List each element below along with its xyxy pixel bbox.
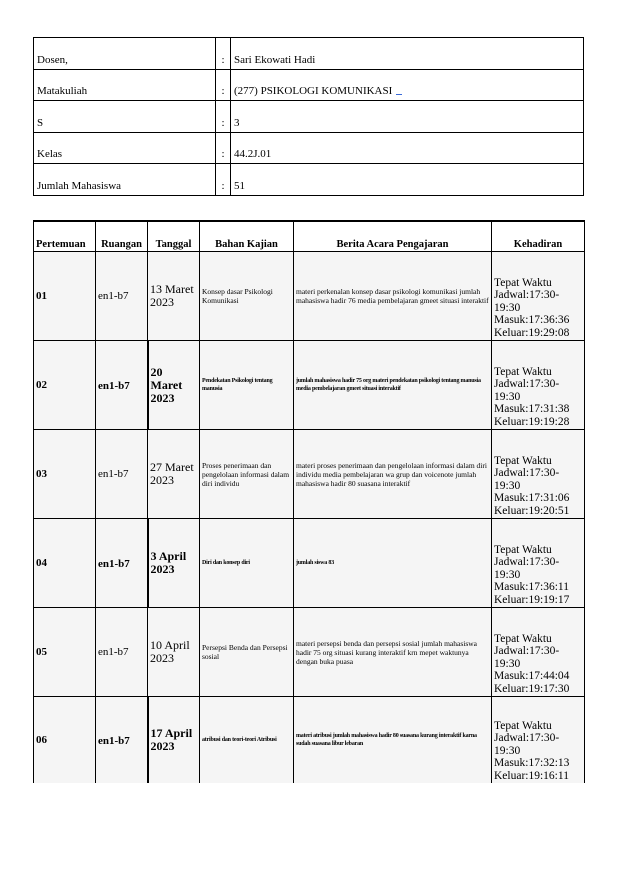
header-berita-acara: Berita Acara Pengajaran [294,221,492,252]
material-cell [200,341,294,430]
header-bahan-kajian: Bahan Kajian [200,221,294,252]
table-header-row [34,221,585,252]
info-row-sks [34,101,584,133]
attendance [492,697,585,784]
attendance [492,341,585,430]
attendance-status: Tepat Waktu [494,276,552,289]
room: en1-b7 [98,735,130,747]
teaching-report: materi persepsi benda dan persepsi sosial jumlah mahasiswa hadir 75 org situasi kurang interaktif krn mepet waktunya dengan buka puasa [294,608,492,697]
meeting-number: 06 [34,697,96,784]
teaching-report: jumlah siswa 83 [296,560,335,566]
room: en1-b7 [98,380,130,392]
table-row [34,519,585,608]
info-value: 51 [231,164,584,196]
info-value: Sari Ekowati Hadi [231,38,584,70]
room-cell [96,519,148,608]
room: en1-b7 [96,252,148,341]
material: atribusi dan teori-teori Atribusi [202,737,277,743]
material: Pendekatan Psikologi tentang manusia [202,378,273,392]
info-label: Matakuliah [34,69,216,101]
date-cell [148,252,200,341]
room: en1-b7 [98,558,130,570]
date-cell [148,608,200,697]
attendance [492,608,585,697]
room-cell [96,341,148,430]
header-ruangan: Ruangan [96,221,148,252]
room: en1-b7 [96,430,148,519]
meeting-number: 03 [34,430,96,519]
material: Konsep dasar Psikologi Komunikasi [200,252,294,341]
attendance-status: Tepat Waktu [494,454,552,467]
attendance-schedule-table [33,220,585,783]
room-cell [96,697,148,784]
attendance-schedule: Jadwal:17:30-19:30 [494,378,560,403]
meeting-number: 02 [34,341,96,430]
info-value-cell [231,69,584,101]
info-value: 44.2J.01 [231,132,584,164]
date: 17 April 2023 [150,726,193,753]
attendance [492,519,585,608]
attendance-in: Masuk:17:31:38 [494,403,570,415]
info-label: S [34,101,216,133]
attendance-out: Keluar:19:19:28 [494,415,570,428]
date-cell [148,519,200,608]
info-label: Dosen, [34,38,216,70]
date: 27 Maret 2023 [150,460,194,487]
teaching-report-cell [294,697,492,784]
attendance-schedule: Jadwal:17:30-19:30 [494,289,560,314]
room: en1-b7 [96,608,148,697]
date: 20 Maret 2023 [150,364,183,405]
info-label: Jumlah Mahasiswa [34,164,216,196]
header-tanggal: Tanggal [148,221,200,252]
table-row [34,430,585,519]
info-label: Kelas [34,132,216,164]
teaching-report-cell [294,341,492,430]
attendance-out: Keluar:19:19:17 [494,593,570,606]
info-row-matakuliah [34,69,584,101]
teaching-report: materi perkenalan konsep dasar psikologi komunikasi jumlah mahasiswa hadir 76 media pembelajaran gmeet situasi interaktif [294,252,492,341]
attendance-out: Keluar:19:16:11 [494,769,569,782]
attendance-schedule: Jadwal:17:30-19:30 [494,556,560,581]
table-row [34,697,585,784]
material: Persepsi Benda dan Persepsi sosial [200,608,294,697]
attendance-status: Tepat Waktu [494,543,552,556]
table-row [34,608,585,697]
attendance-status: Tepat Waktu [494,719,552,732]
attendance [492,430,585,519]
attendance-schedule: Jadwal:17:30-19:30 [494,732,560,757]
attendance-out: Keluar:19:29:08 [494,326,570,339]
attendance-in: Masuk:17:32:13 [494,757,570,769]
teaching-report: jumlah mahasiswa hadir 75 org materi pendekatan psikologi tentang manusia media pembelajaran gmeet situasi interaktif [296,378,481,392]
teaching-report-cell [294,519,492,608]
date: 10 April 2023 [150,638,190,665]
info-separator: : [216,101,231,133]
info-separator: : [216,132,231,164]
date: 3 April 2023 [150,549,187,576]
date: 13 Maret 2023 [150,282,194,309]
attendance-in: Masuk:17:36:36 [494,314,570,326]
date-cell [148,341,200,430]
meeting-number: 01 [34,252,96,341]
attendance-in: Masuk:17:36:11 [494,581,569,593]
attendance-schedule: Jadwal:17:30-19:30 [494,645,560,670]
material: Proses penerimaan dan pengelolaan informasi dalam diri individu [200,430,294,519]
header-pertemuan: Pertemuan [34,221,96,252]
attendance-out: Keluar:19:20:51 [494,504,570,517]
attendance-schedule: Jadwal:17:30-19:30 [494,467,560,492]
info-row-jumlah-mahasiswa [34,164,584,196]
info-separator: : [216,69,231,101]
meeting-number: 04 [34,519,96,608]
info-row-dosen [34,38,584,70]
table-row [34,252,585,341]
date-cell [148,430,200,519]
attendance-out: Keluar:19:17:30 [494,682,570,695]
date-cell [148,697,200,784]
link-marker[interactable] [396,94,402,95]
info-value: (277) PSIKOLOGI KOMUNIKASI [234,85,393,97]
header-kehadiran: Kehadiran [492,221,585,252]
material: Diri dan konsep diri [202,560,250,566]
attendance-in: Masuk:17:31:06 [494,492,570,504]
attendance-status: Tepat Waktu [494,365,552,378]
info-separator: : [216,164,231,196]
teaching-report: materi proses penerimaan dan pengelolaan informasi dalam diri individu media pembelajaran wa grup dan voicenote jumlah mahasiswa hadir 80 suasana interaktif [294,430,492,519]
info-row-kelas [34,132,584,164]
material-cell [200,697,294,784]
attendance-status: Tepat Waktu [494,632,552,645]
meeting-number: 05 [34,608,96,697]
attendance-in: Masuk:17:44:04 [494,670,570,682]
info-separator: : [216,38,231,70]
table-row [34,341,585,430]
info-value: 3 [231,101,584,133]
material-cell [200,519,294,608]
course-info-table [33,37,584,196]
teaching-report: materi atribusi jumlah mahasiswa hadir 80 suasana kurang interaktif karna sudah suasana libur lebaran [296,733,477,747]
attendance [492,252,585,341]
